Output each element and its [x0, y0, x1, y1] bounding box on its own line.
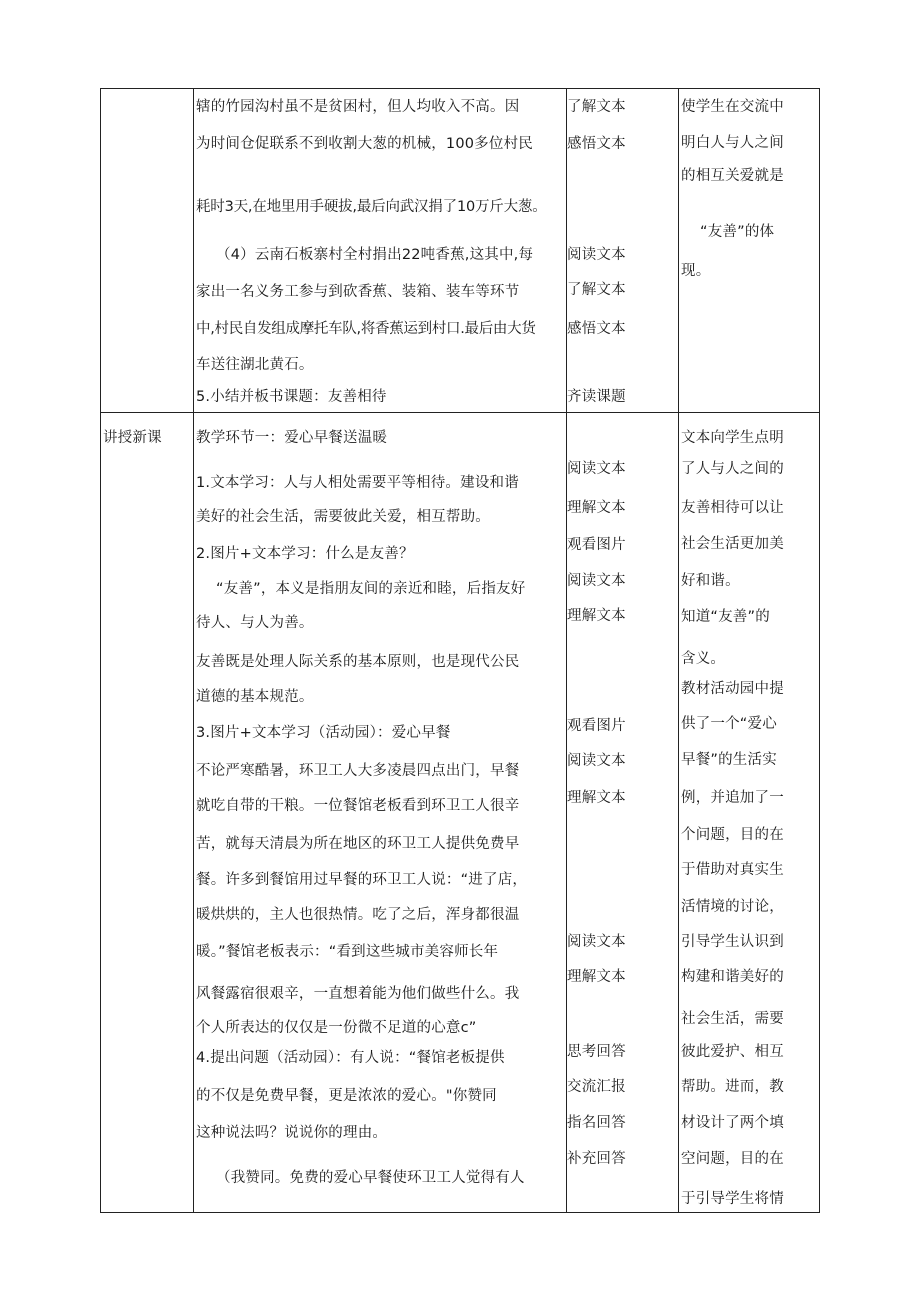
row2-purpose-line: 彼此爱护、相互 [681, 1044, 784, 1060]
row2-purpose-line: 引导学生认识到 [681, 934, 784, 950]
row2-purpose-line: 帮助。进而，教 [681, 1079, 784, 1095]
row1-purpose-line: 明白人与人之间 [681, 135, 784, 151]
row1-activity-line: 了解文本 [567, 99, 626, 115]
row1-activity-line: 感悟文本 [567, 136, 626, 152]
row2-activity-line: 指名回答 [567, 1115, 626, 1131]
row2-content-line: 1.文本学习：人与人相处需要平等相待。建设和谐 [196, 475, 519, 491]
row2-content-line: 3.图片+文本学习（活动园）：爱心早餐 [196, 725, 451, 741]
row2-purpose-line: 友善相待可以让 [681, 500, 784, 516]
row2-content-line: 待人、与人为善。 [196, 615, 314, 631]
row2-content-line: 风餐露宿很艰辛，一直想着能为他们做些什么。我 [196, 986, 520, 1002]
row2-content-line: 这种说法吗？说说你的理由。 [196, 1125, 388, 1141]
row2-activity-line: 阅读文本 [567, 934, 626, 950]
row2-purpose-line: 社会生活，需要 [681, 1011, 784, 1027]
row1-content-line: （4）云南石板寨村全村捐出22吨香蕉,这其中,每 [216, 247, 534, 263]
row2-activity-line: 阅读文本 [567, 573, 626, 589]
row1-activity-line: 阅读文本 [567, 247, 626, 263]
row2-content-line: 4.提出问题（活动园）：有人说：“餐馆老板提供 [196, 1050, 505, 1066]
row2-activity-line: 理解文本 [567, 500, 626, 516]
row2-activity-line: 补充回答 [567, 1151, 626, 1167]
row2-purpose-line: 文本向学生点明 [681, 430, 784, 446]
stage-label: 讲授新课 [103, 430, 162, 446]
row2-purpose-line: 个问题，目的在 [681, 827, 784, 843]
row2-content-line: 不论严寒酷暑，环卫工人大多凌晨四点出门，早餐 [196, 763, 520, 779]
row2-activity-line: 观看图片 [567, 718, 626, 734]
row2-content-line: 的不仅是免费早餐，更是浓浓的爱心。"你赞同 [196, 1088, 497, 1104]
row2-purpose-line: 知道“友善”的 [681, 609, 770, 625]
row1-content-line: 家出一名义务工参与到砍香蕉、装箱、装车等环节 [196, 284, 520, 300]
row2-purpose-line: 于借助对真实生 [681, 862, 784, 878]
row2-content-line: 就吃自带的干粮。一位餐馆老板看到环卫工人很辛 [196, 798, 520, 814]
row1-purpose-line: 的相互关爱就是 [681, 168, 784, 184]
row2-activity-line: 阅读文本 [567, 753, 626, 769]
row1-purpose-line: “友善”的体 [700, 224, 775, 240]
row2-content-line: 2.图片+文本学习：什么是友善？ [196, 546, 414, 562]
row2-activity-line: 理解文本 [567, 608, 626, 624]
row2-purpose-line: 好和谐。 [681, 573, 740, 589]
row-divider [100, 412, 820, 413]
row2-purpose-line: 含义。 [681, 651, 726, 667]
row2-purpose-line: 了人与人之间的 [681, 461, 784, 477]
row2-content-line: 苦，就每天清晨为所在地区的环卫工人提供免费早 [196, 836, 520, 852]
row2-purpose-line: 例，并追加了一 [681, 790, 784, 806]
row1-activity-line: 感悟文本 [567, 321, 626, 337]
row2-content-line: “友善”，本义是指朋友间的亲近和睦，后指友好 [216, 581, 526, 597]
column-divider-1 [193, 88, 194, 1213]
row1-content-line: 为时间仓促联系不到收割大葱的机械，100多位村民 [196, 136, 533, 152]
row2-activity-line: 观看图片 [567, 537, 626, 553]
row2-purpose-line: 于引导学生将情 [681, 1191, 784, 1207]
row2-purpose-line: 早餐”的生活实 [681, 752, 777, 768]
row2-activity-line: 思考回答 [567, 1044, 626, 1060]
row1-content-line: 耗时3天,在地里用手硬拔,最后向武汉捐了10万斤大葱。 [196, 199, 547, 215]
row1-content-line: 辖的竹园沟村虽不是贫困村，但人均收入不高。因 [196, 99, 520, 115]
row2-purpose-line: 活情境的讨论， [681, 899, 784, 915]
row2-purpose-line: 供了一个“爱心 [681, 716, 777, 732]
row1-activity-line: 齐读课题 [567, 389, 626, 405]
row1-activity-line: 了解文本 [567, 282, 626, 298]
row2-purpose-line: 空问题，目的在 [681, 1151, 784, 1167]
row2-purpose-line: 材设计了两个填 [681, 1115, 784, 1131]
row2-activity-line: 阅读文本 [567, 461, 626, 477]
row2-content-line: 教学环节一：爱心早餐送温暖 [196, 430, 388, 446]
row2-content-line: 餐。许多到餐馆用过早餐的环卫工人说：“进了店， [196, 872, 528, 888]
row2-content-line: 友善既是处理人际关系的基本原则，也是现代公民 [196, 654, 520, 670]
row1-content-line: 5.小结并板书课题：友善相待 [196, 389, 387, 405]
column-divider-3 [678, 88, 679, 1213]
row2-activity-line: 交流汇报 [567, 1079, 626, 1095]
row1-content-line: 中,村民自发组成摩托车队,将香蕉运到村口.最后由大货 [196, 321, 536, 337]
row2-content-line: 个人所表达的仅仅是一份微不足道的心意c” [196, 1020, 477, 1036]
row2-purpose-line: 构建和谐美好的 [681, 969, 784, 985]
row2-activity-line: 理解文本 [567, 969, 626, 985]
row1-purpose-line: 使学生在交流中 [681, 99, 784, 115]
row2-content-line: 暖烘烘的，主人也很热情。吃了之后，浑身都很温 [196, 907, 520, 923]
row2-content-line: 暖。”餐馆老板表示：“看到这些城市美容师长年 [196, 944, 499, 960]
row2-purpose-line: 社会生活更加美 [681, 536, 784, 552]
row2-content-line: 美好的社会生活，需要彼此关爱，相互帮助。 [196, 509, 490, 525]
row1-purpose-line: 现。 [681, 263, 711, 279]
row1-content-line: 车送往湖北黄石。 [196, 357, 314, 373]
row2-content-line: 道德的基本规范。 [196, 689, 314, 705]
row2-content-line: （我赞同。免费的爱心早餐使环卫工人觉得有人 [216, 1170, 525, 1186]
row2-purpose-line: 教材活动园中提 [681, 681, 784, 697]
row2-activity-line: 理解文本 [567, 790, 626, 806]
